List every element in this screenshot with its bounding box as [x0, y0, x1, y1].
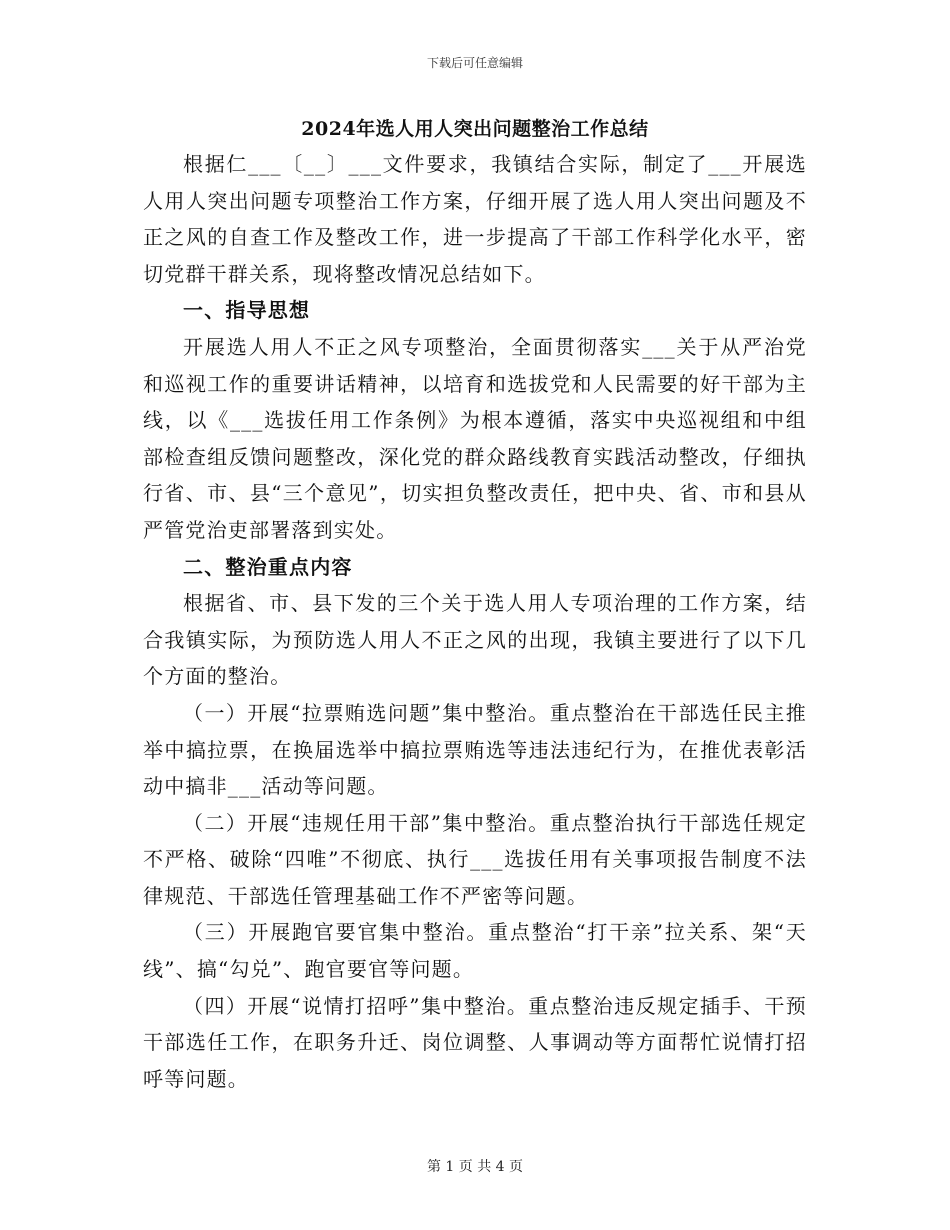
- item-four-paragraph: （四）开展“说情打招呼”集中整治。重点整治违反规定插手、干预干部选任工作，在职务升迁、岗位调整、人事调动等方面帮忙说情打招呼等问题。: [143, 993, 807, 1091]
- intro-paragraph: 根据仁___〔__〕___文件要求，我镇结合实际，制定了___开展选人用人突出问题专项整治工作方案，仔细开展了选人用人突出问题及不正之风的自查工作及整改工作，进一步提高了干部工作科学化水平，密切党群干群关系，现将整改情况总结如下。: [143, 152, 807, 286]
- section-heading-key-content: 二、整治重点内容: [183, 554, 353, 579]
- document-body: [143, 146, 807, 1097]
- item-two-paragraph: （二）开展“违规任用干部”集中整治。重点整治执行干部选任规定不严格、破除“四唯”不彻底、执行___选拔任用有关事项报告制度不法律规范、干部选任管理基础工作不严密等问题。: [143, 810, 807, 908]
- guiding-ideology-paragraph: 开展选人用人不正之风专项整治，全面贯彻落实___关于从严治党和巡视工作的重要讲话精神，以培育和选拔党和人民需要的好干部为主线，以《___选拔任用工作条例》为根本遵循，落实中央巡视组和中组部检查组反馈问题整改，深化党的群众路线教育实践活动整改，仔细执行省、市、县“三个意见”，切实担负整改责任，把中央、省、市和县从严管党治吏部署落到实处。: [143, 334, 807, 542]
- page-number-footer: 第 1 页 共 4 页: [426, 1159, 524, 1175]
- item-one-paragraph: （一）开展“拉票贿选问题”集中整治。重点整治在干部选任民主推举中搞拉票，在换届选举中搞拉票贿选等违法违纪行为，在推优表彰活动中搞非___活动等问题。: [143, 700, 807, 799]
- key-content-intro-paragraph: 根据省、市、县下发的三个关于选人用人专项治理的工作方案，结合我镇实际，为预防选人用人不正之风的出现，我镇主要进行了以下几个方面的整治。: [143, 591, 807, 689]
- document-title: 2024年选人用人突出问题整治工作总结: [301, 118, 649, 140]
- item-three-paragraph: （三）开展跑官要官集中整治。重点整治“打干亲”拉关系、架“天线”、搞“勾兑”、跑官要官等问题。: [143, 920, 807, 982]
- section-heading-guiding-ideology: 一、指导思想: [183, 298, 311, 323]
- header-note: 下载后可任意编辑: [426, 56, 523, 70]
